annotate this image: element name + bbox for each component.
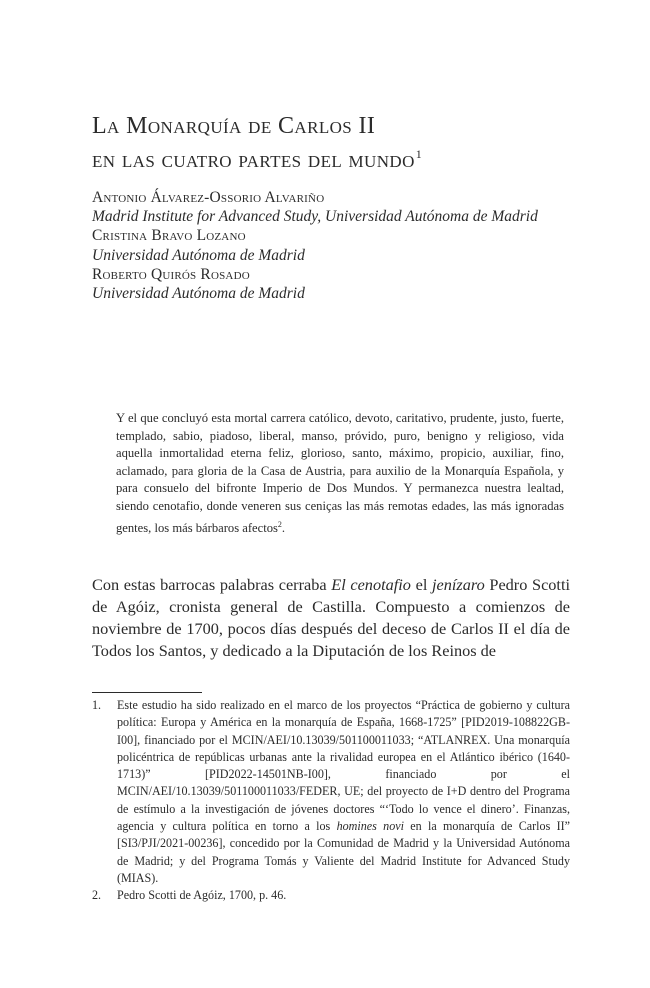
- title-line-2-text: en las cuatro partes del mundo: [92, 147, 415, 173]
- epigraph-quote: [116, 410, 564, 537]
- epigraph-period: .: [281, 520, 286, 535]
- body-paragraph: [92, 574, 570, 662]
- author-name: Antonio Álvarez-Ossorio Alvariño: [92, 189, 325, 206]
- body-italic-title: El cenotafio: [331, 575, 411, 594]
- footnote-1: [92, 697, 570, 887]
- epigraph-footnote-ref[interactable]: 2: [277, 519, 282, 529]
- author-name: Roberto Quirós Rosado: [92, 265, 250, 283]
- footnote-number: 2.: [92, 888, 102, 903]
- author-affiliation: Madrid Institute for Advanced Study, Universidad Autónoma de Madrid: [92, 208, 538, 226]
- footnote-2: [92, 887, 570, 904]
- body-italic-term: jenízaro: [431, 575, 485, 594]
- footnote-number: 1.: [92, 698, 102, 712]
- title-line-2: [92, 140, 570, 174]
- title-line-1: La Monarquía de Carlos II: [92, 113, 376, 139]
- footnote-italic: homines novi: [336, 819, 404, 834]
- author-list: [92, 188, 570, 303]
- body-text: el: [410, 575, 432, 594]
- author-affiliation: Universidad Autónoma de Madrid: [92, 285, 305, 303]
- footnote-text: Pedro Scotti de Agóiz, 1700, p. 46.: [117, 888, 287, 903]
- title-footnote-ref[interactable]: 1: [415, 147, 423, 161]
- author-affiliation: Universidad Autónoma de Madrid: [92, 246, 305, 264]
- body-text: Con estas barrocas palabras cerraba: [92, 575, 332, 594]
- epigraph-text: Y el que concluyó esta mortal carrera católico, devoto, caritativo, prudente, justo, fuerte, templado, sabio, piadoso, liberal, manso, próvido, puro, benigno y religioso, vida aquella inmortalidad eterna feliz, glorioso, santo, máximo, propicio, auxiliar, fino, aclamado, para gloria de la Casa de Austria, para auxilio de la Monarquía Española, y para consuelo del bifronte Imperio de Dos Mundos. Y permanezca nuestra lealtad, siendo cenotafio, donde veneren sus ceniças las más remotas edades, las más ignoradas gentes, los más bárbaros afectos: [116, 411, 564, 535]
- footnotes: [92, 697, 570, 905]
- author-name: Cristina Bravo Lozano: [92, 227, 246, 245]
- footnote-separator: [92, 692, 202, 693]
- body-text: Pedro Scotti de Agóiz, cronista general de Castilla. Compuesto a comienzos de noviembre de 1700, pocos días después del deceso de Carlos II el día de Todos los Santos, y dedicado a la Diputación de los Reinos de: [92, 575, 571, 660]
- footnote-text: Este estudio ha sido realizado en el marco de los proyectos “Práctica de gobierno y cultura política: Europa y América en la monarquía de España, 1668-1725” [PID2019-108822GB-I00], financiado por el MCIN/AEI/10.13039/501100011033; “ATLANREX. Una monarquía policéntrica de repúblicas urbanas ante la rivalidad europea en el Atlántico ibérico (1640-1713)” [PID2022-14501NB-I00], financiado por el MCIN/AEI/10.13039/501100011033/FEDER, UE; del proyecto de I+D dentro del Programa de estímulo a la investigación de jóvenes doctores “‘Todo lo vence el dinero’. Finanzas, agencia y cultura política en torno a los: [117, 698, 570, 834]
- article-title: [92, 112, 570, 174]
- footnote-text: en la monarquía de Carlos II” [SI3/PJI/2021-00236], concedido por la Comunidad de Madrid y la Universidad Autónoma de Madrid; y del Programa Tomás y Valiente del Madrid Institute for Advanced Study (MIAS).: [117, 819, 570, 885]
